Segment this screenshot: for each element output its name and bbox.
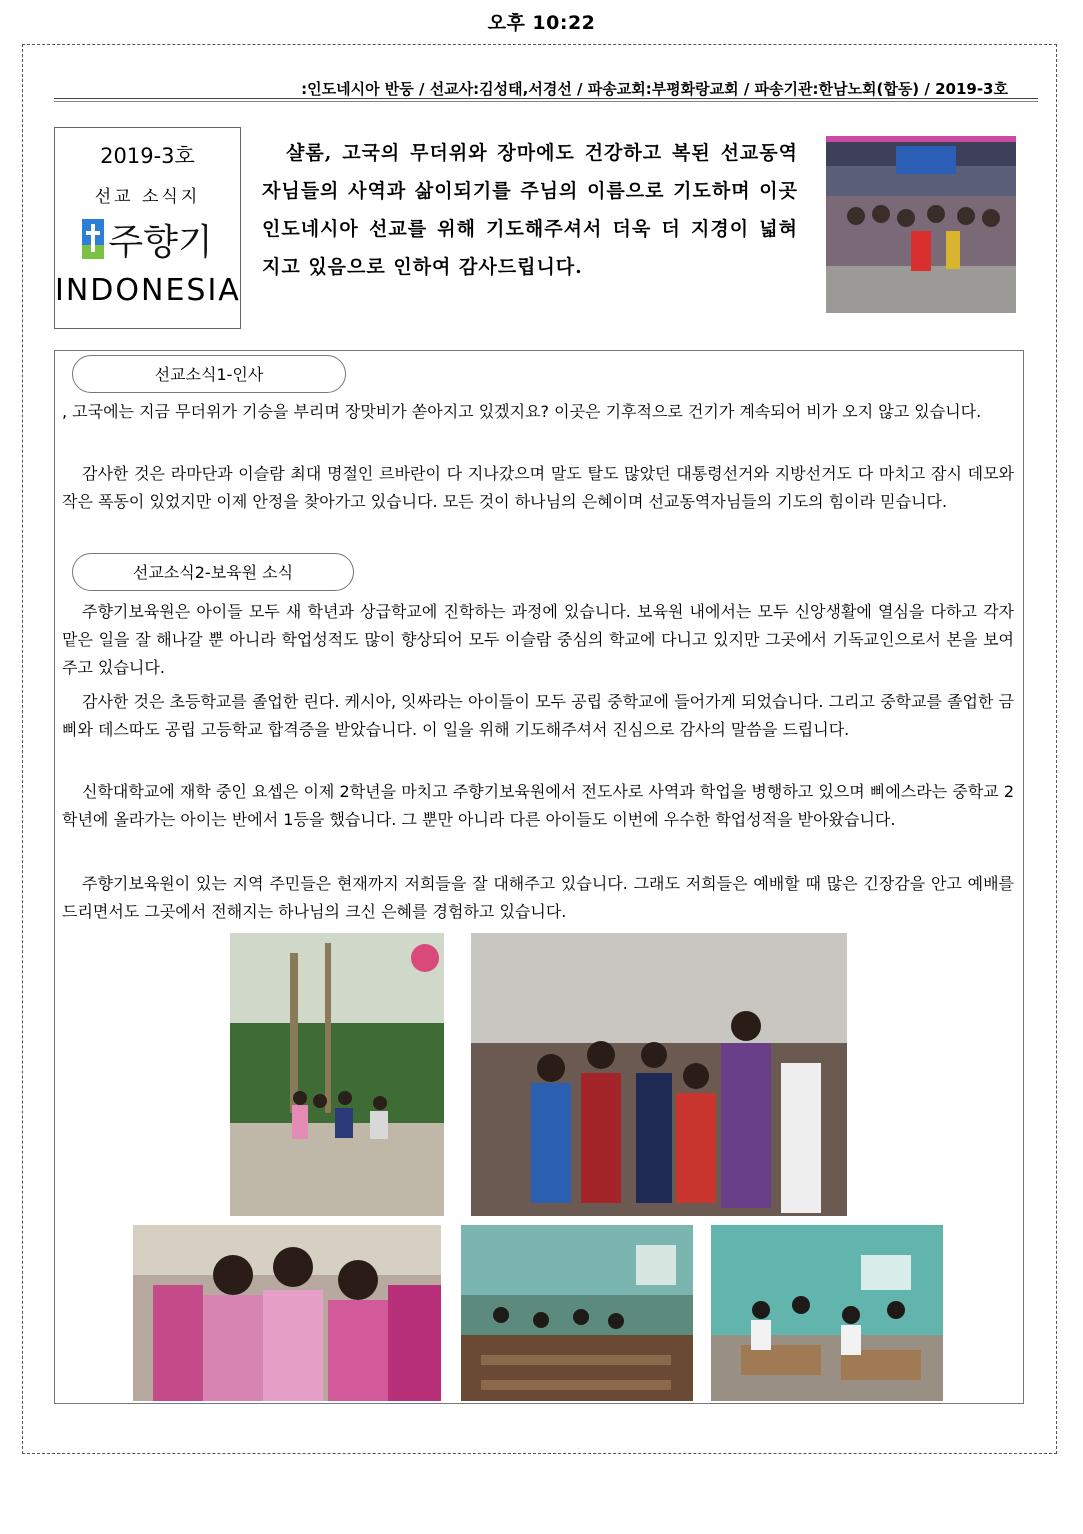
- classroom-photo-2: [711, 1225, 943, 1401]
- intro-greeting: 샬롬, 고국의 무더위와 장마에도 건강하고 복된 선교동역자님들의 사역과 삶이되기를 주님의 이름으로 기도하며 이곳 인도네시아 선교를 위해 기도해주셔서 더욱 더 지경이 넓혀지고 있음으로 인하여 감사드립니다.: [262, 142, 798, 278]
- classroom-photo-1: [461, 1225, 693, 1401]
- status-time: 오후 10:22: [487, 12, 596, 34]
- section-1-paragraph-1: , 고국에는 지금 무더위가 기승을 부리며 장맛비가 쏟아지고 있겠지요? 이곳은 기후적으로 건기가 계속되어 비가 오지 않고 있습니다.: [62, 402, 982, 421]
- brand-logo: [55, 215, 240, 263]
- brand-name: 주향기: [108, 221, 213, 263]
- garden-group-photo: [230, 933, 444, 1216]
- section-title-1: 선교소식1-인사: [72, 355, 346, 393]
- medal-girls-photo: [133, 1225, 441, 1401]
- section-2-paragraph-1: 주향기보육원은 아이들 모두 새 학년과 상급학교에 진학하는 과정에 있습니다. 보육원 내에서는 모두 신앙생활에 열심을 다하고 각자 맡은 일을 잘 해나갈 뿐 아니라 학업성적도 많이 향상되어 모두 이슬람 중심의 학교에 다니고 있지만 그곳에서 기독교인으로서 본을 보여주고 있습니다.: [62, 602, 1014, 677]
- header-info: :인도네시아 반둥 / 선교사:김성태,서경선 / 파송교회:부평화랑교회 / 파송기관:한남노회(합동) / 2019-3호: [301, 80, 1008, 98]
- issue-number: 2019-3호: [100, 144, 195, 168]
- logo-box: [54, 127, 241, 329]
- graduation-photo: [471, 933, 847, 1216]
- header-divider: [54, 98, 1038, 102]
- section-2-paragraph-3: 신학대학교에 재학 중인 요셉은 이제 2학년을 마치고 주향기보육원에서 전도사로 사역과 학업을 병행하고 있으며 삐에스라는 중학교 2학년에 올라가는 아이는 반에서 1등을 했습니다. 그 뿐만 아니라 다른 아이들도 이번에 우수한 학업성적을 받아왔습니다.: [62, 782, 1014, 829]
- church-group-photo: [826, 136, 1016, 313]
- country-label: INDONESIA: [55, 273, 241, 308]
- cross-icon: [82, 219, 104, 259]
- section-1-paragraph-2: 감사한 것은 라마단과 이슬람 최대 명절인 르바란이 다 지나갔으며 말도 탈도 많았던 대통령선거와 지방선거도 다 마치고 잠시 데모와 작은 폭동이 있었지만 이제 안정을 찾아가고 있습니다. 모든 것이 하나님의 은혜이며 선교동역자님들의 기도의 힘이라 믿습니다.: [62, 464, 1014, 511]
- section-2-paragraph-2: 감사한 것은 초등학교를 졸업한 린다. 케시아, 잇싸라는 아이들이 모두 공립 중학교에 들어가게 되었습니다. 그리고 중학교를 졸업한 금삐와 데스따도 공립 고등학교 합격증을 받았습니다. 이 일을 위해 기도해주셔서 진심으로 감사의 말씀을 드립니다.: [62, 692, 1014, 739]
- section-title-2: 선교소식2-보육원 소식: [72, 553, 354, 591]
- section-2-paragraph-4: 주향기보육원이 있는 지역 주민들은 현재까지 저희들을 잘 대해주고 있습니다. 그래도 저희들은 예배할 때 많은 긴장감을 안고 예배를 드리면서도 그곳에서 전해지는 하나님의 크신 은혜를 경험하고 있습니다.: [62, 874, 1014, 921]
- newsletter-subtitle: 선교 소식지: [94, 187, 201, 207]
